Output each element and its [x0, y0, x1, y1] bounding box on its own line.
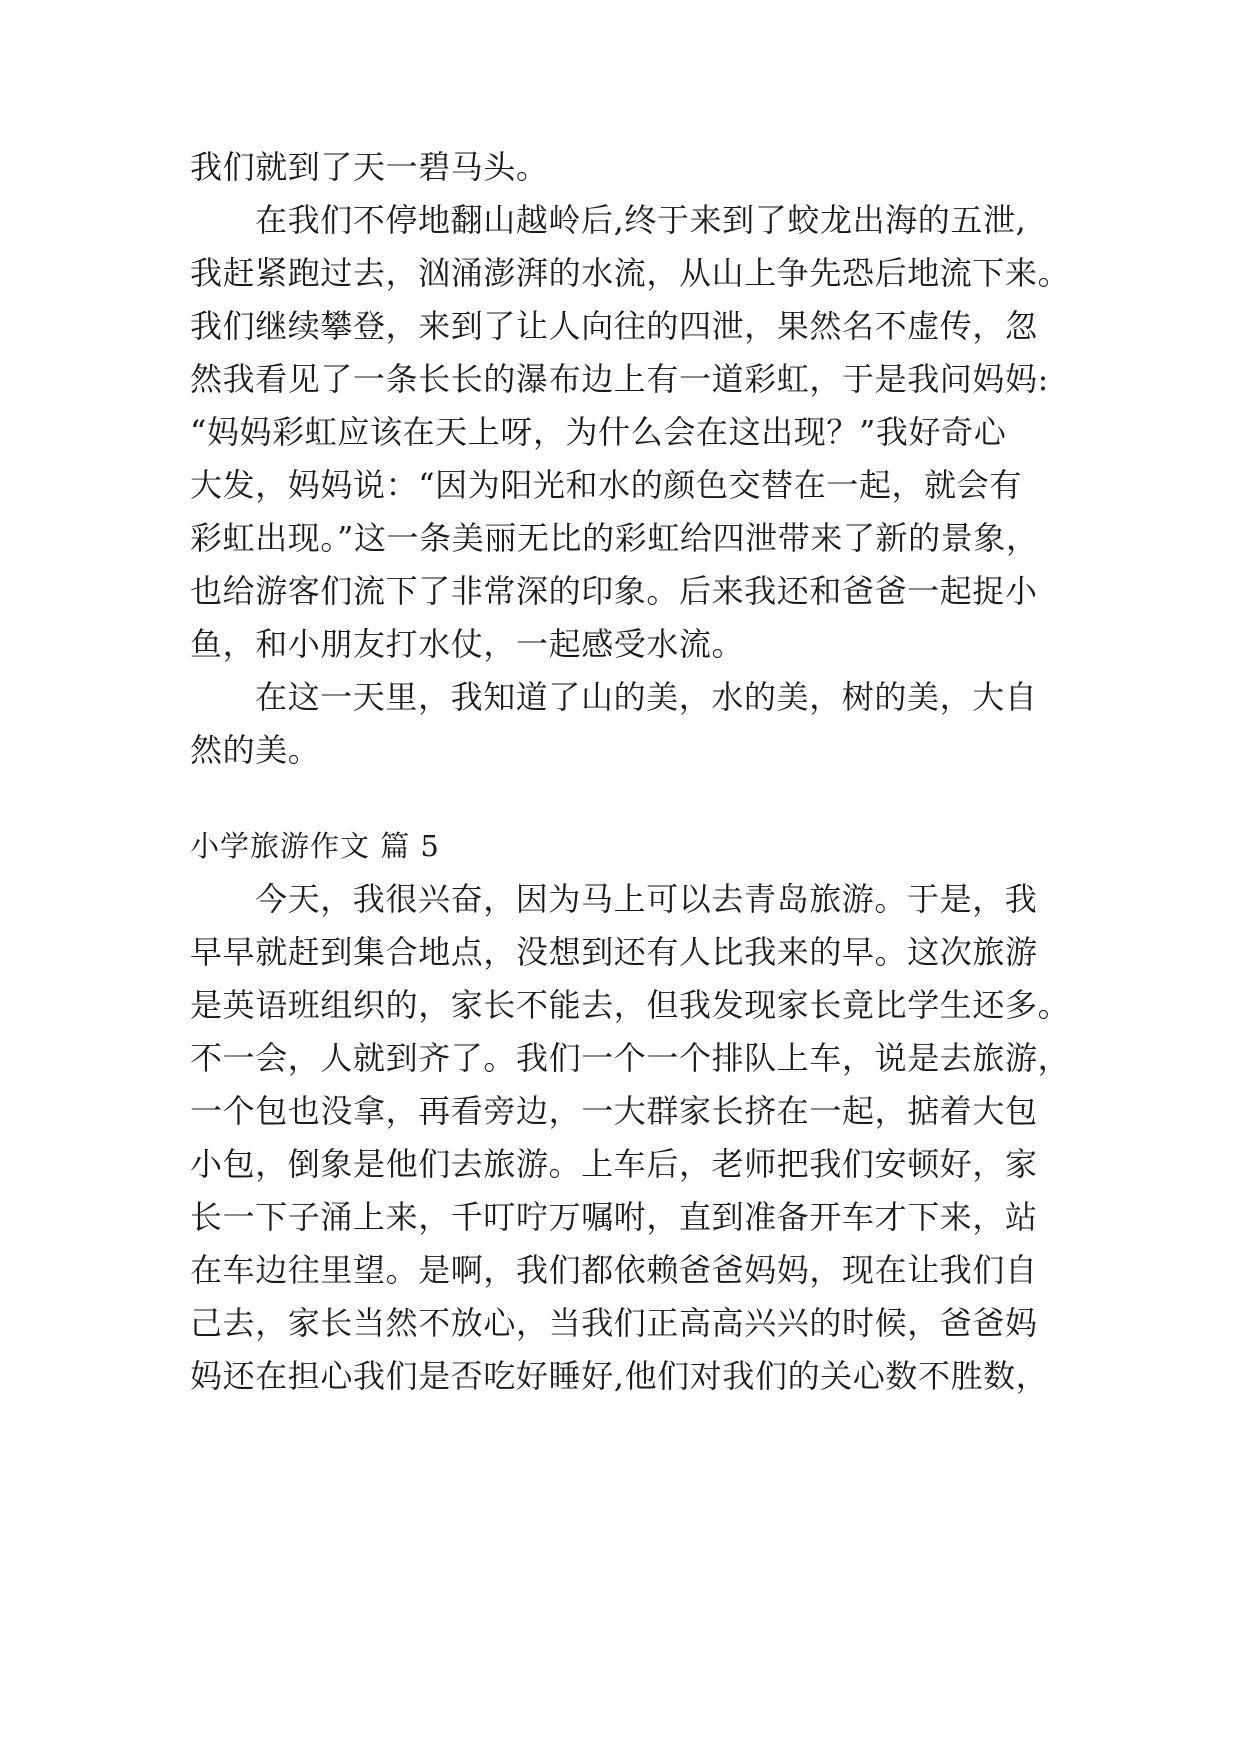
paragraph-line: 在这一天里，我知道了山的美，水的美，树的美，大自 [255, 678, 1038, 716]
paragraph-line: 早早就赶到集合地点，没想到还有人比我来的早。这次旅游 [190, 933, 1038, 971]
paragraph-line: 也给游客们流下了非常深的印象。后来我还和爸爸一起捉小 [190, 572, 1038, 610]
paragraph-line: 鱼，和小朋友打水仗，一起感受水流。 [190, 625, 745, 663]
section-title: 小学旅游作文 篇 5 [190, 829, 440, 863]
paragraph-line: 大发，妈妈说：“因为阳光和水的颜色交替在一起，就会有 [190, 466, 1022, 504]
paragraph-line: “妈妈彩虹应该在天上呀，为什么会在这出现？”我好奇心 [190, 413, 1007, 451]
paragraph-line: 我赶紧跑过去，汹涌澎湃的水流，从山上争先恐后地流下来。 [190, 254, 1071, 292]
paragraph-line: 我们就到了天一碧马头。 [190, 148, 549, 186]
paragraph-line: 在车边往里望。是啊，我们都依赖爸爸妈妈，现在让我们自 [190, 1251, 1038, 1289]
paragraph-line: 然我看见了一条长长的瀑布边上有一道彩虹，于是我问妈妈: [190, 360, 1049, 398]
paragraph-line: 彩虹出现。”这一条美丽无比的彩虹给四泄带来了新的景象， [190, 519, 1039, 557]
paragraph-line: 小包，倒象是他们去旅游。上车后，老师把我们安顿好，家 [190, 1145, 1038, 1183]
paragraph-line: 我们继续攀登，来到了让人向往的四泄，果然名不虚传，忽 [190, 307, 1038, 345]
paragraph-line: 在我们不停地翻山越岭后,终于来到了蛟龙出海的五泄, [255, 201, 1027, 239]
paragraph-line: 一个包也没拿，再看旁边，一大群家长挤在一起，掂着大包 [190, 1092, 1038, 1130]
paragraph-line: 不一会，人就到齐了。我们一个一个排队上车，说是去旅游， [190, 1039, 1071, 1077]
paragraph-line: 然的美。 [190, 731, 321, 769]
paragraph-line: 长一下子涌上来，千叮咛万嘱咐，直到准备开车才下来，站 [190, 1198, 1038, 1236]
paragraph-line: 妈还在担心我们是否吃好睡好,他们对我们的关心数不胜数， [190, 1357, 1049, 1395]
paragraph-line: 己去，家长当然不放心，当我们正高高兴兴的时候，爸爸妈 [190, 1304, 1038, 1342]
paragraph-line: 今天，我很兴奋，因为马上可以去青岛旅游。于是，我 [255, 880, 1038, 918]
paragraph-line: 是英语班组织的，家长不能去，但我发现家长竟比学生还多。 [190, 986, 1071, 1024]
